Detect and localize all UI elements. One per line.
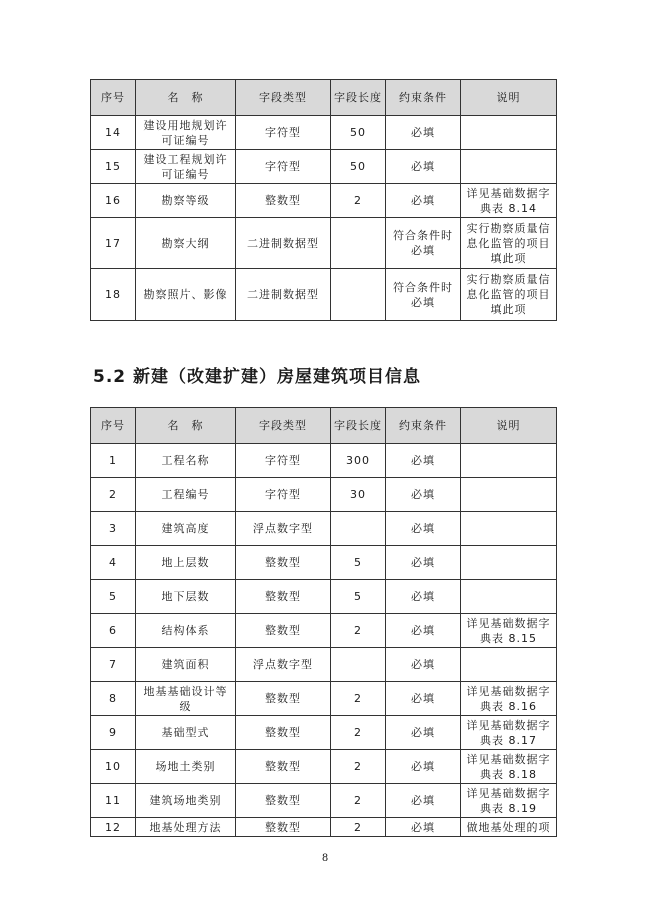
cell-name: 建筑场地类别 [136, 784, 236, 818]
cell-note [461, 150, 557, 184]
table-row [91, 784, 557, 818]
table-header-row [91, 80, 557, 116]
table-row [91, 116, 557, 150]
cell-constraint: 必填 [386, 750, 461, 784]
cell-name: 场地土类别 [136, 750, 236, 784]
cell-note [461, 478, 557, 512]
cell-name: 基础型式 [136, 716, 236, 750]
cell-length: 30 [331, 478, 386, 512]
table-row [91, 716, 557, 750]
field-table-2 [90, 407, 557, 837]
cell-length: 2 [331, 716, 386, 750]
cell-length: 2 [331, 614, 386, 648]
col-header-no: 序号 [91, 408, 136, 444]
cell-type: 字符型 [236, 444, 331, 478]
cell-name: 建筑高度 [136, 512, 236, 546]
cell-no: 18 [91, 269, 136, 321]
cell-type: 字符型 [236, 116, 331, 150]
cell-type: 二进制数据型 [236, 269, 331, 321]
cell-note [461, 512, 557, 546]
cell-name: 勘察大纲 [136, 218, 236, 269]
cell-no: 17 [91, 218, 136, 269]
cell-length: 2 [331, 818, 386, 837]
table-row [91, 512, 557, 546]
cell-constraint: 必填 [386, 478, 461, 512]
cell-name: 地上层数 [136, 546, 236, 580]
cell-name: 地基基础设计等级 [136, 682, 236, 716]
table-row [91, 648, 557, 682]
cell-no: 5 [91, 580, 136, 614]
col-header-type: 字段类型 [236, 80, 331, 116]
cell-constraint: 必填 [386, 682, 461, 716]
cell-constraint: 必填 [386, 818, 461, 837]
table-row [91, 478, 557, 512]
cell-note: 详见基础数据字典表 8.19 [461, 784, 557, 818]
cell-note: 实行勘察质量信息化监管的项目填此项 [461, 218, 557, 269]
col-header-length: 字段长度 [331, 80, 386, 116]
section-heading: 5.2 新建（改建扩建）房屋建筑项目信息 [93, 367, 422, 387]
cell-note: 详见基础数据字典表 8.16 [461, 682, 557, 716]
cell-constraint: 必填 [386, 648, 461, 682]
cell-constraint: 符合条件时必填 [386, 269, 461, 321]
cell-length: 300 [331, 444, 386, 478]
cell-length: 2 [331, 184, 386, 218]
cell-name: 建设用地规划许可证编号 [136, 116, 236, 150]
cell-type: 字符型 [236, 478, 331, 512]
cell-length: 50 [331, 116, 386, 150]
cell-note [461, 444, 557, 478]
col-header-note: 说明 [461, 408, 557, 444]
cell-note: 详见基础数据字典表 8.14 [461, 184, 557, 218]
cell-note [461, 546, 557, 580]
col-header-name: 名 称 [136, 408, 236, 444]
cell-no: 12 [91, 818, 136, 837]
cell-no: 6 [91, 614, 136, 648]
table-row [91, 184, 557, 218]
cell-type: 字符型 [236, 150, 331, 184]
cell-length: 2 [331, 750, 386, 784]
cell-constraint: 必填 [386, 546, 461, 580]
cell-name: 建筑面积 [136, 648, 236, 682]
table-header-row [91, 408, 557, 444]
cell-note: 详见基础数据字典表 8.17 [461, 716, 557, 750]
cell-name: 勘察等级 [136, 184, 236, 218]
cell-type: 整数型 [236, 682, 331, 716]
table-row [91, 546, 557, 580]
cell-type: 浮点数字型 [236, 512, 331, 546]
cell-length [331, 269, 386, 321]
cell-no: 14 [91, 116, 136, 150]
cell-no: 15 [91, 150, 136, 184]
cell-type: 整数型 [236, 716, 331, 750]
cell-no: 1 [91, 444, 136, 478]
table-row [91, 614, 557, 648]
field-table-1 [90, 79, 557, 321]
cell-no: 3 [91, 512, 136, 546]
cell-constraint: 必填 [386, 784, 461, 818]
cell-type: 整数型 [236, 784, 331, 818]
cell-length [331, 218, 386, 269]
col-header-type: 字段类型 [236, 408, 331, 444]
cell-no: 8 [91, 682, 136, 716]
cell-length: 5 [331, 546, 386, 580]
cell-name: 建设工程规划许可证编号 [136, 150, 236, 184]
table-row [91, 444, 557, 478]
cell-constraint: 必填 [386, 184, 461, 218]
cell-name: 地基处理方法 [136, 818, 236, 837]
col-header-note: 说明 [461, 80, 557, 116]
cell-name: 地下层数 [136, 580, 236, 614]
col-header-constraint: 约束条件 [386, 408, 461, 444]
table-row [91, 750, 557, 784]
col-header-no: 序号 [91, 80, 136, 116]
col-header-constraint: 约束条件 [386, 80, 461, 116]
table-row [91, 218, 557, 269]
cell-length [331, 648, 386, 682]
cell-length: 5 [331, 580, 386, 614]
cell-note [461, 648, 557, 682]
cell-type: 二进制数据型 [236, 218, 331, 269]
cell-length: 50 [331, 150, 386, 184]
table-row [91, 818, 557, 837]
col-header-name: 名 称 [136, 80, 236, 116]
page-number: 8 [321, 853, 329, 864]
cell-type: 整数型 [236, 184, 331, 218]
cell-type: 整数型 [236, 818, 331, 837]
cell-constraint: 必填 [386, 614, 461, 648]
cell-type: 整数型 [236, 750, 331, 784]
table-row [91, 150, 557, 184]
cell-note: 实行勘察质量信息化监管的项目填此项 [461, 269, 557, 321]
cell-type: 整数型 [236, 614, 331, 648]
cell-type: 浮点数字型 [236, 648, 331, 682]
cell-constraint: 必填 [386, 580, 461, 614]
cell-constraint: 必填 [386, 716, 461, 750]
cell-constraint: 必填 [386, 150, 461, 184]
cell-no: 4 [91, 546, 136, 580]
cell-constraint: 必填 [386, 444, 461, 478]
cell-length: 2 [331, 784, 386, 818]
cell-note [461, 580, 557, 614]
cell-note [461, 116, 557, 150]
cell-note: 做地基处理的项 [461, 818, 557, 837]
cell-length: 2 [331, 682, 386, 716]
cell-constraint: 必填 [386, 512, 461, 546]
cell-name: 结构体系 [136, 614, 236, 648]
cell-constraint: 必填 [386, 116, 461, 150]
table-row [91, 682, 557, 716]
cell-name: 工程名称 [136, 444, 236, 478]
cell-no: 2 [91, 478, 136, 512]
cell-name: 工程编号 [136, 478, 236, 512]
cell-note: 详见基础数据字典表 8.18 [461, 750, 557, 784]
cell-constraint: 符合条件时必填 [386, 218, 461, 269]
cell-no: 7 [91, 648, 136, 682]
cell-type: 整数型 [236, 580, 331, 614]
col-header-length: 字段长度 [331, 408, 386, 444]
cell-no: 10 [91, 750, 136, 784]
cell-length [331, 512, 386, 546]
cell-no: 9 [91, 716, 136, 750]
cell-name: 勘察照片、影像 [136, 269, 236, 321]
cell-no: 11 [91, 784, 136, 818]
table-row [91, 269, 557, 321]
cell-note: 详见基础数据字典表 8.15 [461, 614, 557, 648]
cell-no: 16 [91, 184, 136, 218]
table-row [91, 580, 557, 614]
cell-type: 整数型 [236, 546, 331, 580]
